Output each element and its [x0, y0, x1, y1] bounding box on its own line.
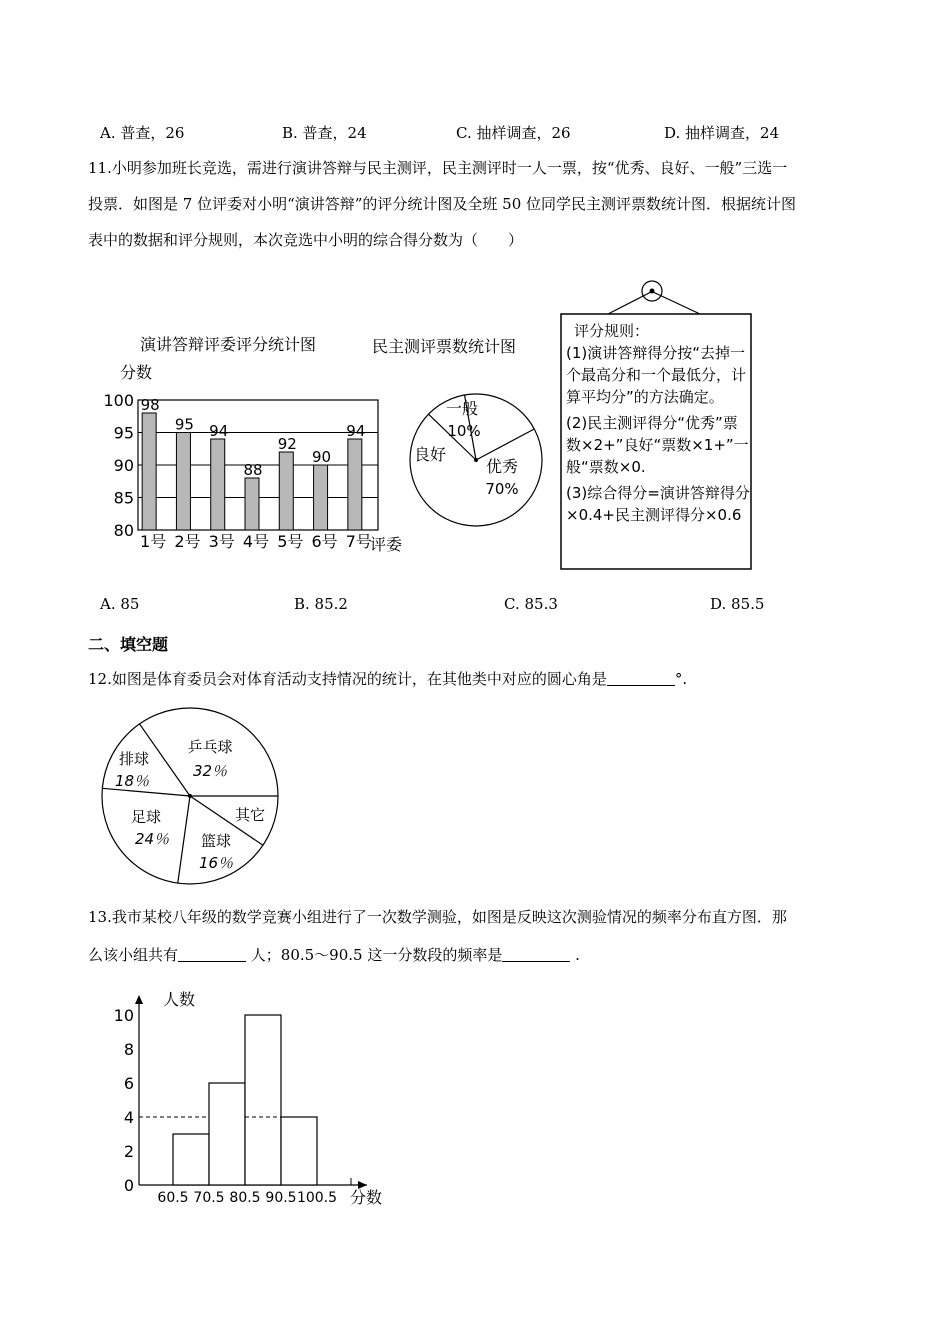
- bar-chart-data-label: 88: [243, 461, 263, 479]
- q11-line-3: 表中的数据和评分规则，本次竞选中小明的综合得分数为（ ）: [88, 231, 524, 249]
- sports-pie-percent: 16％: [198, 854, 234, 872]
- rule-1: (1)演讲答辩得分按“去掉一个最高分和一个最低分，计算平均分”的方法确定。: [566, 344, 747, 406]
- sports-pie-label: 足球: [130, 808, 162, 826]
- bar-chart-ylabel: 分数: [120, 363, 153, 382]
- q10-option-a: A. 普查，26: [100, 124, 185, 142]
- q11-option-c: C. 85.3: [504, 595, 558, 613]
- histogram-xtick: 80.5: [229, 1190, 261, 1206]
- histogram-bar: [281, 1117, 317, 1185]
- bar-chart-xtick: 7号: [345, 532, 372, 551]
- q10-option-b: B. 普查，24: [282, 124, 367, 142]
- histogram-ytick: 4: [123, 1108, 134, 1127]
- section-heading: 二、填空题: [88, 635, 169, 654]
- bar-chart-bar: [176, 433, 190, 531]
- histogram-bar: [245, 1015, 281, 1185]
- q13-line-1: 13.我市某校八年级的数学竞赛小组进行了一次数学测验，如图是反映这次测验情况的频率分布直方图．那: [88, 908, 787, 926]
- q12-question: [88, 668, 687, 689]
- hanging-string-left: [608, 292, 651, 314]
- bar-chart-data-label: 98: [140, 396, 160, 414]
- vote-pie-percent: 70%: [485, 480, 519, 498]
- q11-question: [88, 150, 796, 258]
- histogram-ytick: 8: [123, 1040, 134, 1059]
- bar-chart-data-label: 95: [174, 415, 194, 434]
- frequency-histogram: [105, 985, 405, 1210]
- bar-chart-xtick: 4号: [242, 532, 270, 551]
- pie-chart-title: 民主测评票数统计图: [372, 337, 517, 356]
- sports-pie-label: 排球: [118, 750, 150, 768]
- sports-pie-label: 乒乓球: [187, 738, 233, 756]
- q11-line-2: 投票．如图是 7 位评委对小明“演讲答辩”的评分统计图及全班 50 位同学民主测评票数统计图．根据统计图: [88, 195, 797, 213]
- bar-chart-xtick: 5号: [277, 532, 304, 551]
- histogram-ytick: 2: [123, 1142, 134, 1161]
- sports-pie-label: 篮球: [200, 832, 232, 850]
- bar-chart-xtick: 3号: [208, 532, 235, 551]
- histogram-ytick: 10: [113, 1006, 134, 1025]
- vote-pie-center: [474, 458, 478, 462]
- q13-line-2a: 么该小组共有: [88, 946, 179, 964]
- q13-line-2: [88, 936, 787, 974]
- q11-line-1: 11.小明参加班长竞选，需进行演讲答辩与民主测评，民主测评时一人一票，按“优秀、良好、一般”三选一: [88, 159, 788, 177]
- bar-chart-bar: [211, 439, 225, 530]
- rule-3: (3)综合得分=演讲答辩得分×0.4+民主测评得分×0.6: [566, 484, 750, 524]
- bar-chart-bar: [348, 439, 362, 530]
- bar-chart-data-label: 94: [209, 422, 229, 440]
- bar-chart-bar: [314, 465, 328, 530]
- bar-chart-data-label: 92: [277, 435, 297, 453]
- rules-text: [566, 320, 752, 526]
- histogram-ytick: 0: [123, 1176, 134, 1195]
- bar-chart-ytick: 90: [113, 456, 134, 475]
- q10-option-c: C. 抽样调查，26: [456, 124, 571, 142]
- q11-option-a: A. 85: [100, 595, 140, 613]
- histogram-xlabel: 分数: [350, 1188, 383, 1207]
- vote-pie-percent: 10%: [447, 422, 481, 440]
- rule-2: (2)民主测评得分“优秀”票数×2+”良好“票数×1+”一般“票数×0.: [566, 414, 749, 476]
- sports-pie-center: [188, 794, 192, 798]
- q13-line-2b: 人；80.5～90.5 这一分数段的频率是: [246, 946, 503, 964]
- histogram-bar: [209, 1083, 245, 1185]
- histogram-ytick: 6: [123, 1074, 134, 1093]
- q13-question: [88, 898, 787, 974]
- sports-pie-percent: 18％: [114, 772, 150, 790]
- q13-line-2c: .: [570, 946, 580, 964]
- rules-title: 评分规则：: [574, 322, 650, 340]
- histogram-bar: [173, 1134, 209, 1185]
- vote-pie-chart: [368, 330, 548, 535]
- histogram-xtick: 70.5: [193, 1190, 225, 1206]
- q13-blank-frequency[interactable]: [502, 945, 570, 962]
- bar-chart-bar: [142, 413, 156, 530]
- sports-pie-percent: 32％: [192, 762, 228, 780]
- q12-answer-blank[interactable]: [607, 669, 675, 686]
- sports-pie-percent: 24％: [134, 830, 170, 848]
- vote-pie-label: 良好: [413, 445, 447, 464]
- bar-chart-ytick: 100: [103, 391, 134, 410]
- q12-text: 12.如图是体育委员会对体育活动支持情况的统计，在其他类中对应的圆心角是: [88, 670, 607, 688]
- bar-chart-data-label: 90: [312, 448, 332, 466]
- hanging-string-right: [653, 292, 700, 314]
- q11-option-b: B. 85.2: [294, 595, 348, 613]
- histogram-ylabel: 人数: [163, 990, 196, 1009]
- bar-chart-xtick: 2号: [174, 532, 201, 551]
- histogram-xtick: 100.5: [296, 1190, 338, 1206]
- bar-chart-title: 演讲答辩评委评分统计图: [140, 335, 317, 354]
- q10-option-d: D. 抽样调查，24: [664, 124, 780, 142]
- bar-chart-bar: [279, 452, 293, 530]
- bar-chart-ytick: 95: [113, 423, 134, 443]
- bar-chart-bar: [245, 478, 259, 530]
- bar-chart-ytick: 80: [113, 521, 134, 540]
- bar-chart-xtick: 6号: [311, 532, 338, 551]
- sports-pie-chart: [98, 702, 288, 892]
- vote-pie-divider: [476, 429, 534, 460]
- histogram-xtick: 90.5: [265, 1190, 297, 1206]
- vote-pie-label: 一般: [445, 399, 479, 418]
- sports-pie-divider: [178, 796, 190, 883]
- q11-option-d: D. 85.5: [710, 595, 765, 613]
- bar-chart-ytick: 85: [113, 488, 134, 508]
- bar-chart-data-label: 94: [346, 422, 366, 440]
- y-axis-arrow-icon: [135, 995, 143, 1004]
- q13-blank-count[interactable]: [178, 945, 246, 962]
- bar-chart-xtick: 1号: [140, 532, 167, 551]
- q12-suffix: °.: [674, 670, 688, 688]
- vote-pie-label: 优秀: [485, 457, 519, 476]
- bar-chart-xlabel: 评委: [370, 535, 403, 554]
- sports-pie-label: 其它: [234, 806, 266, 824]
- histogram-xtick: 60.5: [157, 1190, 189, 1206]
